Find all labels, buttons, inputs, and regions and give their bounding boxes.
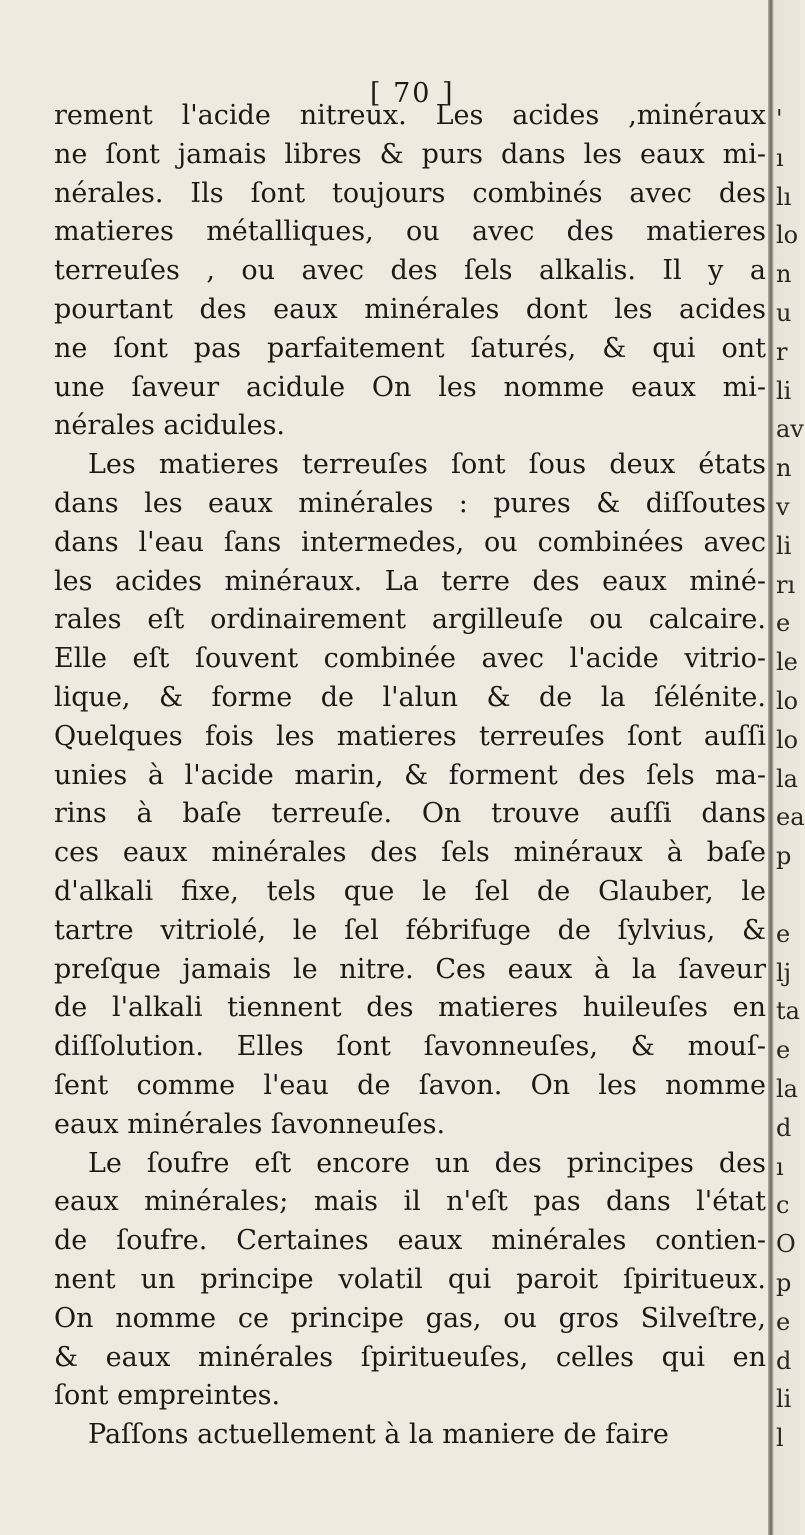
text-line: ces eaux minérales des ſels minéraux à baſe (54, 837, 766, 869)
text-line: Quelques fois les matieres terreuſes ſont auſſi (54, 720, 766, 752)
text-line: Les matieres terreuſes ſont ſous deux états (88, 449, 766, 481)
text-line: unies à l'acide marin, & forment des ſels ma- (54, 759, 766, 791)
text-line: On nomme ce principe gas, ou gros Silveſtre, (54, 1302, 766, 1334)
text-line: d'alkali fixe, tels que le ſel de Glauber, le (54, 875, 766, 907)
text-line: les acides minéraux. La terre des eaux miné- (54, 565, 766, 597)
text-line: matieres métalliques, ou avec des matieres (54, 216, 766, 248)
text-line: ne ſont pas parfaitement ſaturés, & qui ont (54, 332, 766, 364)
text-line: ſont empreintes. (54, 1380, 281, 1412)
text-line: rins à baſe terreuſe. On trouve auſſi dans (54, 798, 766, 830)
text-line: dans les eaux minérales : pures & diſſoutes (54, 487, 766, 519)
text-line: Le ſoufre eſt encore un des principes des (88, 1147, 766, 1179)
text-line: ſent comme l'eau de ſavon. On les nomme (54, 1069, 766, 1101)
text-line: dans l'eau ſans intermedes, ou combinées avec (54, 526, 766, 558)
text-line: eaux minérales ſavonneuſes. (54, 1108, 446, 1140)
text-line: & eaux minérales ſpiritueuſes, celles qui en (54, 1341, 766, 1373)
text-line: Elle eſt ſouvent combinée avec l'acide vitrio- (54, 643, 766, 675)
facing-page-letters: ' ı lı lo n u r li av n v li rı e le lo lo la ea p e lj ta e la d ı c O p e d li l (776, 105, 805, 1453)
text-line: nent un principe volatil qui paroit ſpiritueux. (54, 1263, 766, 1295)
text-line: ne ſont jamais libres & purs dans les eaux mi- (54, 138, 766, 170)
text-line: nérales acidules. (54, 410, 286, 442)
text-line: rales eſt ordinairement argilleuſe ou calcaire. (54, 604, 766, 636)
text-line: rement l'acide nitreux. Les acides ,minéraux (54, 100, 766, 131)
text-line: une ſaveur acidule On les nomme eaux mi- (54, 371, 766, 403)
text-line: tartre vitriolé, le ſel fébrifuge de ſylvius, & (54, 914, 766, 946)
text-line: diſſolution. Elles ſont ſavonneuſes, & mouſ- (54, 1031, 766, 1063)
page-number: [ 70 ] (370, 78, 455, 109)
text-line: pourtant des eaux minérales dont les acides (54, 293, 766, 325)
text-line: lique, & forme de l'alun & de la ſélénite. (54, 681, 766, 713)
text-line: preſque jamais le nitre. Ces eaux à la ſaveur (54, 953, 766, 985)
text-line: terreuſes , ou avec des ſels alkalis. Il y a (54, 255, 766, 287)
body-text (54, 97, 766, 1455)
text-line: eaux minérales; mais il n'eſt pas dans l'état (54, 1186, 766, 1218)
text-line: de ſoufre. Certaines eaux minérales contien- (54, 1225, 766, 1257)
text-line: Paſſons actuellement à la maniere de faire (88, 1419, 669, 1451)
text-line: nérales. Ils ſont toujours combinés avec des (54, 177, 766, 209)
text-line: de l'alkali tiennent des matieres huileuſes en (54, 992, 766, 1024)
